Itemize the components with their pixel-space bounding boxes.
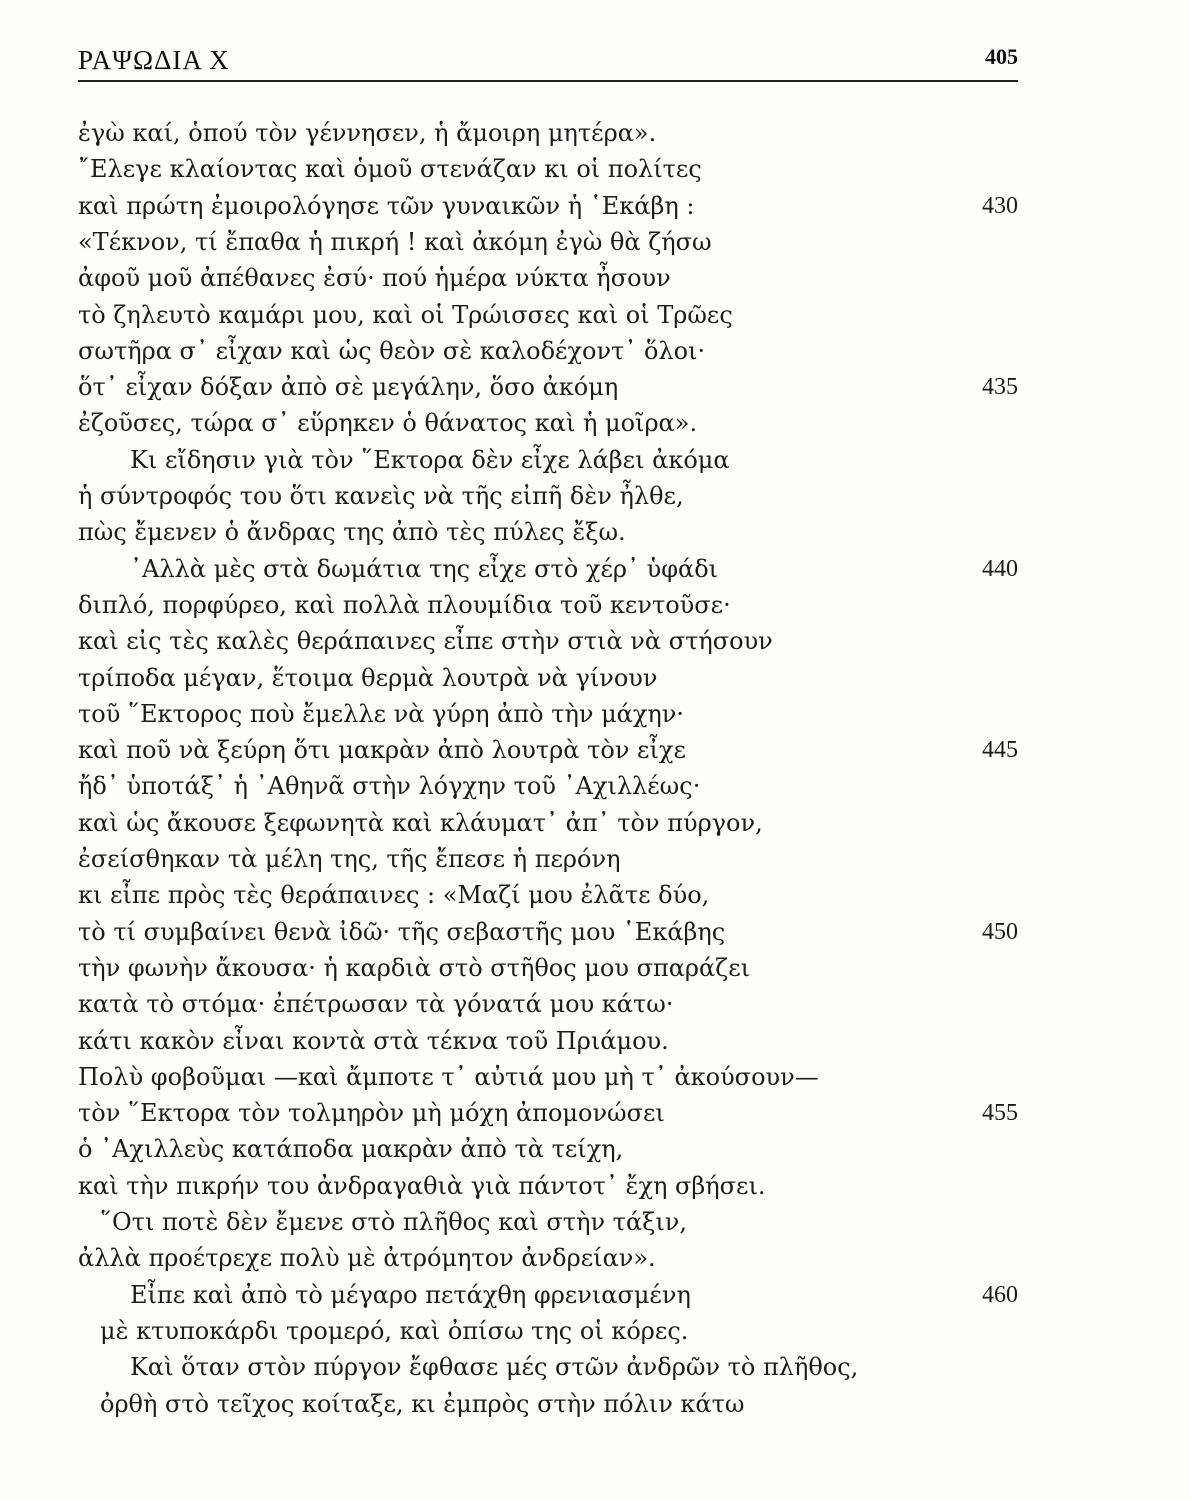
verse-line-text: ἐσείσθηκαν τὰ μέλη της, τῆς ἔπεσε ἡ περόνη bbox=[78, 845, 621, 873]
page-number: 405 bbox=[985, 44, 1018, 69]
verse-line-text: ἀλλὰ προέτρεχε πολὺ μὲ ἀτρόμητον ἀνδρείαν». bbox=[78, 1244, 656, 1273]
verse-line-text: ἤδ᾽ ὑποτάξ᾽ ἡ ᾽Αθηνᾶ στὴν λόγχην τοῦ ᾽Αχιλλέως· bbox=[78, 772, 701, 801]
verse-line-text: τὸν ῞Εκτορα τὸν τολμηρὸν μὴ μόχη ἀπομονώσει bbox=[78, 1099, 665, 1128]
line-number: 450 bbox=[982, 918, 1018, 945]
verse-line bbox=[78, 1387, 1018, 1421]
verse-line bbox=[78, 951, 1018, 985]
verse-line bbox=[78, 915, 1018, 949]
verse-line-text: «Τέκνον, τί ἔπαθα ἡ πικρή ! καὶ ἀκόμη ἐγὼ θὰ ζήσω bbox=[78, 227, 712, 256]
verse-line bbox=[78, 1024, 1018, 1058]
verse-line-text: τρίποδα μέγαν, ἕτοιμα θερμὰ λουτρὰ νὰ γίνουν bbox=[78, 663, 658, 692]
verse-line bbox=[78, 479, 1018, 513]
verse-line bbox=[78, 1241, 1018, 1275]
verse-line bbox=[78, 697, 1018, 731]
verse-line-text: κι εἶπε πρὸς τὲς θεράπαινες : «Μαζί μου ἐλᾶτε δύο, bbox=[78, 881, 710, 910]
verse-line bbox=[78, 1314, 1018, 1348]
verse-line-text: ὅτ᾽ εἶχαν δόξαν ἀπὸ σὲ μεγάλην, ὅσο ἀκόμη bbox=[78, 373, 619, 402]
verse-line bbox=[78, 298, 1018, 332]
verse-line-text: ἐγὼ καί, ὁπού τὸν γέννησεν, ἡ ἄμοιρη μητέρα». bbox=[78, 119, 657, 147]
line-number: 435 bbox=[982, 374, 1018, 401]
verse-line-text: διπλό, πορφύρεο, καὶ πολλὰ πλουμίδια τοῦ κεντοῦσε· bbox=[78, 590, 731, 619]
verse-line-text: ἐζοῦσες, τώρα σ᾽ εὕρηκεν ὁ θάνατος καὶ ἡ μοῖρα». bbox=[78, 409, 698, 438]
verse-line-text: τὸ τί συμβαίνει θενὰ ἰδῶ· τῆς σεβαστῆς μου ῾Εκάβης bbox=[78, 917, 726, 946]
verse-line bbox=[78, 225, 1018, 259]
line-number: 445 bbox=[982, 737, 1018, 764]
verse-line bbox=[78, 116, 1018, 150]
verse-line bbox=[78, 1350, 1018, 1384]
verse-line-text: ὀρθὴ στὸ τεῖχος κοίταξε, κι ἐμπρὸς στὴν πόλιν κάτω bbox=[100, 1389, 745, 1418]
verse-line bbox=[78, 878, 1018, 912]
verse-line bbox=[78, 261, 1018, 295]
verse-line-text: σωτῆρα σ᾽ εἶχαν καὶ ὡς θεὸν σὲ καλοδέχοντ᾽ ὅλοι· bbox=[78, 336, 706, 365]
verse-line-text: καὶ τὴν πικρήν του ἀνδραγαθιὰ γιὰ πάντοτ᾽ ἔχη σβήσει. bbox=[78, 1171, 766, 1200]
verse-line bbox=[78, 1169, 1018, 1203]
verse-line-text: ἡ σύντροφός του ὅτι κανεὶς νὰ τῆς εἰπῆ δὲν ἦλθε, bbox=[78, 482, 684, 510]
line-number: 430 bbox=[982, 192, 1018, 219]
verse-line bbox=[78, 1060, 1018, 1094]
running-head: ΡΑΨΩΔΙΑ Χ bbox=[78, 45, 230, 75]
verse-line bbox=[78, 987, 1018, 1021]
verse-line-text: Εἶπε καὶ ἀπὸ τὸ μέγαρο πετάχθη φρενιασμένη bbox=[130, 1280, 691, 1309]
verse-line bbox=[78, 406, 1018, 440]
verse-line bbox=[78, 1278, 1018, 1312]
verse-line-text: ὁ ᾽Αχιλλεὺς κατάποδα μακρὰν ἀπὸ τὰ τείχη, bbox=[78, 1135, 624, 1164]
verse-line-text: μὲ κτυποκάρδι τρομερό, καὶ ὀπίσω της οἱ κόρες. bbox=[100, 1316, 689, 1345]
verse-line-text: πὼς ἔμενεν ὁ ἄνδρας της ἀπὸ τὲς πύλες ἔξω. bbox=[78, 518, 626, 547]
verse-line bbox=[78, 661, 1018, 695]
verse-line-text: καὶ πρώτη ἐμοιρολόγησε τῶν γυναικῶν ἡ ῾Εκάβη : bbox=[78, 191, 695, 220]
line-number: 455 bbox=[982, 1100, 1018, 1127]
verse-line-text: τὸ ζηλευτὸ καμάρι μου, καὶ οἱ Τρώισσες καὶ οἱ Τρῶες bbox=[78, 300, 733, 329]
verse-line-text: τοῦ ῞Εκτορος ποὺ ἔμελλε νὰ γύρη ἀπὸ τὴν μάχην· bbox=[78, 699, 685, 728]
verse-line-text: ῞Οτι ποτὲ δὲν ἔμενε στὸ πλῆθος καὶ στὴν τάξιν, bbox=[100, 1208, 688, 1236]
verse-line bbox=[78, 1132, 1018, 1166]
verse-line bbox=[78, 806, 1018, 840]
verse-line-text: ᾽Αλλὰ μὲς στὰ δωμάτια της εἶχε στὸ χέρ᾽ ὑφάδι bbox=[130, 554, 719, 583]
verse-line-text: Καὶ ὅταν στὸν πύργον ἔφθασε μές στῶν ἀνδρῶν τὸ πλῆθος, bbox=[130, 1353, 859, 1382]
verse-line bbox=[78, 552, 1018, 586]
verse-line-text: κατὰ τὸ στόμα· ἐπέτρωσαν τὰ γόνατά μου κάτω· bbox=[78, 990, 674, 1019]
verse-line bbox=[78, 624, 1018, 658]
verse-line bbox=[78, 189, 1018, 223]
verse-line bbox=[78, 334, 1018, 368]
verse-line-text: ῎Ελεγε κλαίοντας καὶ ὁμοῦ στενάζαν κι οἱ πολίτες bbox=[78, 155, 702, 184]
verse-line bbox=[78, 733, 1018, 767]
verse-line-text: ἀφοῦ μοῦ ἀπέθανες ἐσύ· πού ἡμέρα νύκτα ἦσουν bbox=[78, 264, 671, 293]
verse-line bbox=[78, 588, 1018, 622]
verse-line bbox=[78, 370, 1018, 404]
verse-line-text: καὶ ποῦ νὰ ξεύρη ὅτι μακρὰν ἀπὸ λουτρὰ τὸν εἶχε bbox=[78, 736, 686, 765]
verse-line-text: καὶ εἰς τὲς καλὲς θεράπαινες εἶπε στὴν στιὰ νὰ στήσουν bbox=[78, 627, 773, 656]
verse-line bbox=[78, 769, 1018, 803]
line-number: 440 bbox=[982, 555, 1018, 582]
verse-line-text: τὴν φωνὴν ἄκουσα· ἡ καρδιὰ στὸ στῆθος μου σπαράζει bbox=[78, 953, 751, 982]
verse-line-text: καὶ ὡς ἄκουσε ξεφωνητὰ καὶ κλάυματ᾽ ἀπ᾽ τὸν πύργον, bbox=[78, 808, 763, 837]
verse-line-text: Πολὺ φοβοῦμαι —καὶ ἄμποτε τ᾽ αὐτιά μου μὴ τ᾽ ἀκούσουν— bbox=[78, 1062, 819, 1091]
verse-line bbox=[78, 515, 1018, 549]
verse-line bbox=[78, 1096, 1018, 1130]
verse-line-text: Κι εἴδησιν γιὰ τὸν ῞Εκτορα δὲν εἶχε λάβει ἀκόμα bbox=[130, 445, 730, 474]
verse-line bbox=[78, 1205, 1018, 1239]
verse-line bbox=[78, 152, 1018, 186]
verse-line bbox=[78, 443, 1018, 477]
line-number: 460 bbox=[982, 1281, 1018, 1308]
verse-line bbox=[78, 842, 1018, 876]
verse-line-text: κάτι κακὸν εἶναι κοντὰ στὰ τέκνα τοῦ Πριάμου. bbox=[78, 1026, 669, 1055]
